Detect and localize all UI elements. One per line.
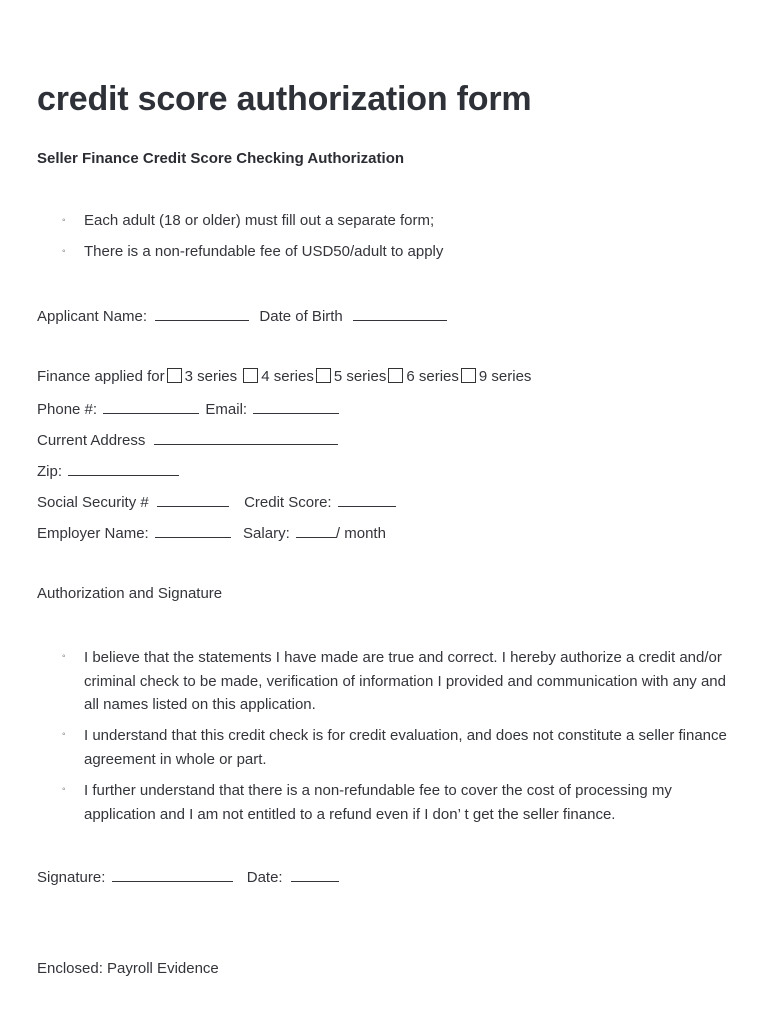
date-of-birth-field[interactable]	[353, 306, 447, 321]
bullet-icon: ◦	[62, 651, 66, 662]
credit-score-label: Credit Score:	[244, 494, 332, 511]
requirement-item: Each adult (18 or older) must fill out a separate form;	[84, 212, 435, 229]
bullet-icon: ◦	[62, 784, 66, 795]
salary-unit-label: / month	[335, 525, 386, 542]
statement-item: I further understand that there is a non-refundable fee to cover the cost of processing my application and I am not entitled to a refund even if I don’ t get the seller finance.	[84, 782, 672, 823]
series-6-checkbox[interactable]	[388, 368, 403, 383]
applicant-name-row	[37, 306, 447, 325]
series-9-label: 9 series	[478, 368, 532, 385]
address-row	[37, 430, 338, 449]
series-3-label: 3 series	[184, 368, 238, 385]
zip-row	[37, 461, 179, 480]
authorization-heading: Authorization and Signature	[37, 585, 223, 602]
series-9-checkbox[interactable]	[461, 368, 476, 383]
bullet-icon: ◦	[62, 246, 66, 257]
statement-item: I understand that this credit check is for credit evaluation, and does not constitute a seller finance agreement in whole or part.	[84, 727, 727, 768]
current-address-field[interactable]	[154, 430, 338, 445]
phone-email-row	[37, 399, 339, 418]
ssn-field[interactable]	[157, 492, 229, 507]
signature-row	[37, 867, 339, 886]
zip-label: Zip:	[37, 463, 63, 480]
employer-name-label: Employer Name:	[37, 525, 149, 542]
bullet-icon: ◦	[62, 729, 66, 740]
requirement-item: There is a non-refundable fee of USD50/adult to apply	[84, 243, 444, 260]
ssn-label: Social Security #	[37, 494, 149, 511]
email-label: Email:	[205, 401, 248, 418]
finance-applied-row	[37, 368, 531, 385]
salary-field[interactable]	[296, 523, 336, 538]
signature-label: Signature:	[37, 869, 106, 886]
signature-field[interactable]	[112, 867, 233, 882]
finance-applied-label: Finance applied for	[37, 368, 165, 385]
series-6-label: 6 series	[406, 368, 459, 385]
credit-score-field[interactable]	[338, 492, 396, 507]
zip-field[interactable]	[68, 461, 179, 476]
series-3-checkbox[interactable]	[167, 368, 182, 383]
applicant-name-field[interactable]	[155, 306, 249, 321]
enclosed-note: Enclosed: Payroll Evidence	[37, 960, 219, 977]
employer-name-field[interactable]	[155, 523, 231, 538]
date-of-birth-label: Date of Birth	[259, 308, 343, 325]
signature-date-field[interactable]	[291, 867, 339, 882]
applicant-name-label: Applicant Name:	[37, 308, 148, 325]
signature-date-label: Date:	[246, 869, 283, 886]
employer-salary-row	[37, 523, 386, 542]
phone-field[interactable]	[103, 399, 199, 414]
email-field[interactable]	[253, 399, 339, 414]
series-4-label: 4 series	[261, 368, 314, 385]
ssn-credit-row	[37, 492, 396, 511]
form-subtitle: Seller Finance Credit Score Checking Authorization	[37, 150, 405, 167]
current-address-label: Current Address	[37, 432, 146, 449]
bullet-icon: ◦	[62, 215, 66, 226]
phone-label: Phone #:	[37, 401, 98, 418]
series-5-checkbox[interactable]	[316, 368, 331, 383]
statement-item: I believe that the statements I have made are true and correct. I hereby authorize a credit and/or criminal check to be made, verification of information I provided and communication with any and all names listed on this application.	[84, 649, 726, 713]
series-4-checkbox[interactable]	[243, 368, 258, 383]
page-title: credit score authorization form	[37, 80, 532, 118]
series-5-label: 5 series	[333, 368, 387, 385]
salary-label: Salary:	[243, 525, 290, 542]
